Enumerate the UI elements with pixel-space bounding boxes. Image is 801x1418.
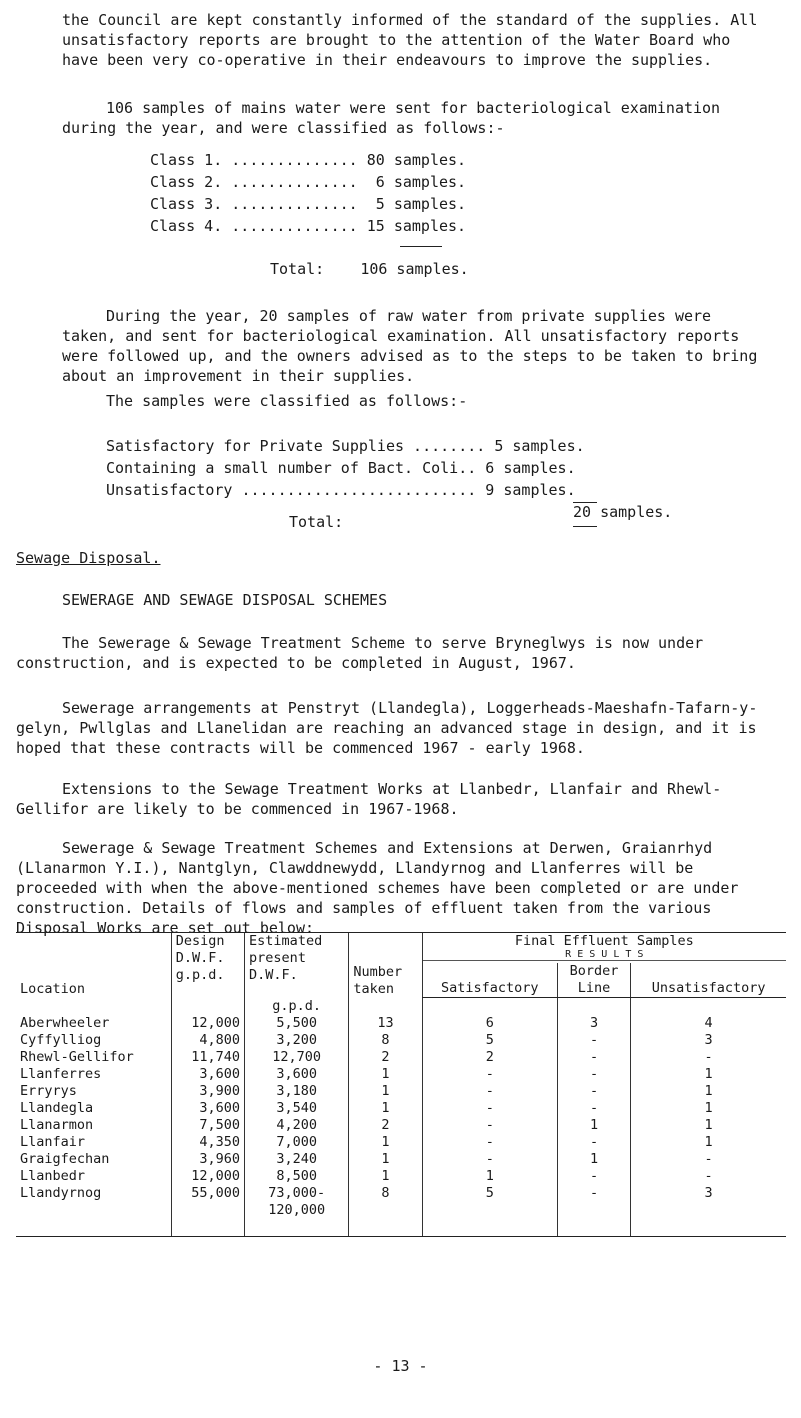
col-satisfactory: Satisfactory [422,963,557,998]
sewage-paragraph-1: The Sewerage & Sewage Treatment Scheme to serve Bryneglwys is now under construction, and is expected to be completed in August, 1967. [16,634,713,672]
table-row: Cyffylliog 4,800 3,200 8 5 - 3 [16,1032,786,1049]
sewage-paragraph-4: Sewerage & Sewage Treatment Schemes and Extensions at Derwen, Graianrhyd (Llanarmon Y.I.), Nantglyn, Clawddnewydd, Llandyrnog and Llanferres will be proceeded with when the above-mentioned schemes have been completed or are under construction. Details of flows and samples of effluent taken from the various Disposal Works are set out below: [16,839,748,937]
total-rule [400,246,442,247]
raw-water-intro: The samples were classified as follows:- [106,392,468,410]
table-row-units [16,998,786,1015]
class-row: Class 1. .............. 80 samples. [150,151,467,169]
intro-paragraph-2: 106 samples of mains water were sent for bacteriological examination during the year, and were classified as follows:- [62,99,730,137]
table-row: Llanarmon 7,500 4,200 2 - 1 1 [16,1117,786,1134]
mains-total: Total: 106 samples. [270,260,469,278]
raw-total-value: 20 samples. [573,503,673,521]
col-estimated: Estimated present D.W.F. [245,933,349,998]
page-number: - 13 - [373,1357,428,1375]
table-row: Graigfechan 3,960 3,240 1 - 1 - [16,1151,786,1168]
table-row: Llandyrnog 55,000 73,000- 120,000 8 5 - 3 [16,1185,786,1237]
raw-water-paragraph: During the year, 20 samples of raw water from private supplies were taken, and sent for bacteriological examination. All unsatisfactory reports were followed up, and the owners advised as to the steps to be taken to bring about an improvement in their supplies. [62,307,767,385]
raw-total-label: Total: [289,513,344,531]
col-unsatisfactory: Unsatisfactory [631,963,786,998]
table-row: Llandegla 3,600 3,540 1 - - 1 [16,1100,786,1117]
raw-class-row: Containing a small number of Bact. Coli.. 6 samples. [106,459,576,477]
section-subheading: SEWERAGE AND SEWAGE DISPOSAL SCHEMES [62,591,388,609]
class-row: Class 3. .............. 5 samples. [150,195,467,213]
disposal-works-table [16,932,786,1237]
table-row: Rhewl-Gellifor 11,740 12,700 2 2 - - [16,1049,786,1066]
table-row: Llanbedr 12,000 8,500 1 1 - - [16,1168,786,1185]
class-row: Class 4. .............. 15 samples. [150,217,467,235]
intro-paragraph-1: the Council are kept constantly informed of the standard of the supplies. All unsatisfactory reports are brought to the attention of the Water Board who have been very co-operative in their endeavours to improve the supplies. [62,11,767,69]
table-row: Erryrys 3,900 3,180 1 - - 1 [16,1083,786,1100]
units-label: g.p.d. [245,998,349,1015]
table-row: Aberwheeler 12,000 5,500 13 6 3 4 [16,1015,786,1032]
sewage-paragraph-3: Extensions to the Sewage Treatment Works at Llanbedr, Llanfair and Rhewl-Gellifor are likely to be commenced in 1967-1968. [16,780,722,818]
col-design: Design D.W.F. g.p.d. [171,933,244,998]
col-final-effluent: Final Effluent Samples R E S U L T S [422,933,786,961]
raw-class-row: Unsatisfactory .......................... 9 samples. [106,481,576,499]
table-row: Llanferres 3,600 3,600 1 - - 1 [16,1066,786,1083]
col-number: Number taken [349,933,422,998]
section-heading: Sewage Disposal. [16,549,161,567]
estimated-range: 73,000- 120,000 [245,1185,349,1237]
col-border-line: Border Line [557,963,630,998]
col-location: Location [16,933,171,998]
table-row: Llanfair 4,350 7,000 1 - - 1 [16,1134,786,1151]
sewage-paragraph-2: Sewerage arrangements at Penstryt (Llandegla), Loggerheads-Maeshafn-Tafarn-y-gelyn, Pwllglas and Llanelidan are reaching an advanced stage in design, and it is hoped that these contracts will be commenced 1967 - early 1968. [16,699,766,757]
raw-total-rule-bottom [573,526,597,527]
raw-class-row: Satisfactory for Private Supplies ........ 5 samples. [106,437,585,455]
class-row: Class 2. .............. 6 samples. [150,173,467,191]
